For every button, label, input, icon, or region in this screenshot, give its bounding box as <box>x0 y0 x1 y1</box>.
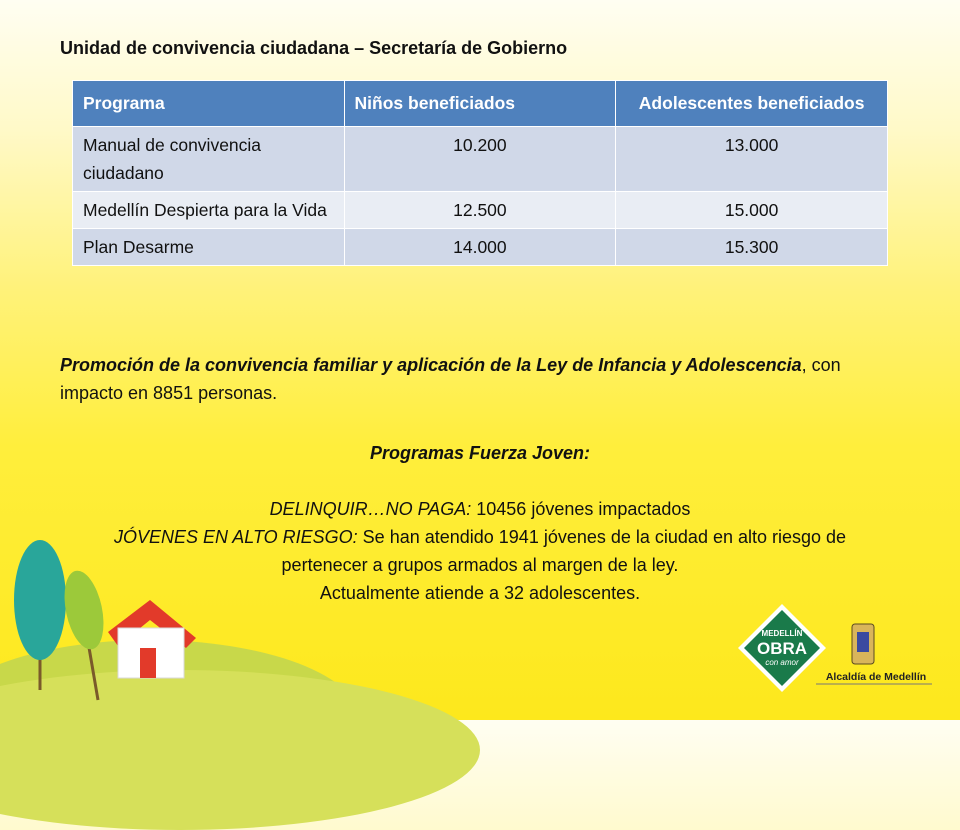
cell-adolescentes: 15.300 <box>616 229 888 266</box>
delinquir-label: DELINQUIR…NO PAGA: <box>269 499 472 519</box>
riesgo-line <box>60 523 900 579</box>
table-row <box>73 229 888 266</box>
house-door <box>140 648 156 678</box>
table-row <box>73 127 888 192</box>
badge-sub-text: con amor <box>765 658 799 667</box>
cell-ninos: 14.000 <box>344 229 616 266</box>
delinquir-line <box>60 495 900 523</box>
coat-of-arms-inner <box>857 632 869 652</box>
riesgo-label: JÓVENES EN ALTO RIESGO: <box>113 527 358 547</box>
programs-table <box>72 80 888 266</box>
col-header-programa: Programa <box>73 81 345 127</box>
cell-ninos: 12.500 <box>344 192 616 229</box>
promotion-rest: , con impacto en 8851 personas. <box>60 355 841 403</box>
cell-programa: Medellín Despierta para la Vida <box>73 192 345 229</box>
medellin-logo <box>736 602 936 696</box>
table-header-row <box>73 81 888 127</box>
riesgo-text: Se han atendido 1941 jóvenes de la ciudad en alto riesgo de pertenecer a grupos armados al margen de la ley. <box>281 527 847 575</box>
col-header-adolescentes: Adolescentes beneficiados <box>616 81 888 127</box>
cell-programa: Plan Desarme <box>73 229 345 266</box>
cell-adolescentes: 13.000 <box>616 127 888 192</box>
alcaldia-text: Alcaldía de Medellín <box>825 671 927 683</box>
col-header-ninos: Niños beneficiados <box>344 81 616 127</box>
promotion-emphasis: Promoción de la convivencia familiar y aplicación de la Ley de Infancia y Adolescencia <box>60 355 802 375</box>
table-row <box>73 192 888 229</box>
badge-top-text: MEDELLÍN <box>761 629 803 638</box>
promotion-paragraph <box>60 351 900 407</box>
cell-adolescentes: 15.000 <box>616 192 888 229</box>
cell-programa: Manual de convivencia ciudadano <box>73 127 345 192</box>
actual-line: Actualmente atiende a 32 adolescentes. <box>319 583 641 603</box>
teal-tree-icon <box>14 540 66 660</box>
fuerza-joven-details <box>60 495 900 607</box>
section-heading: Unidad de convivencia ciudadana – Secretaría de Gobierno <box>60 38 568 58</box>
badge-main-text: OBRA <box>756 639 808 658</box>
fuerza-joven-title: Programas Fuerza Joven: <box>369 443 591 463</box>
cell-ninos: 10.200 <box>344 127 616 192</box>
fuerza-joven-title-line <box>60 439 900 467</box>
delinquir-text: 10456 jóvenes impactados <box>471 499 691 519</box>
